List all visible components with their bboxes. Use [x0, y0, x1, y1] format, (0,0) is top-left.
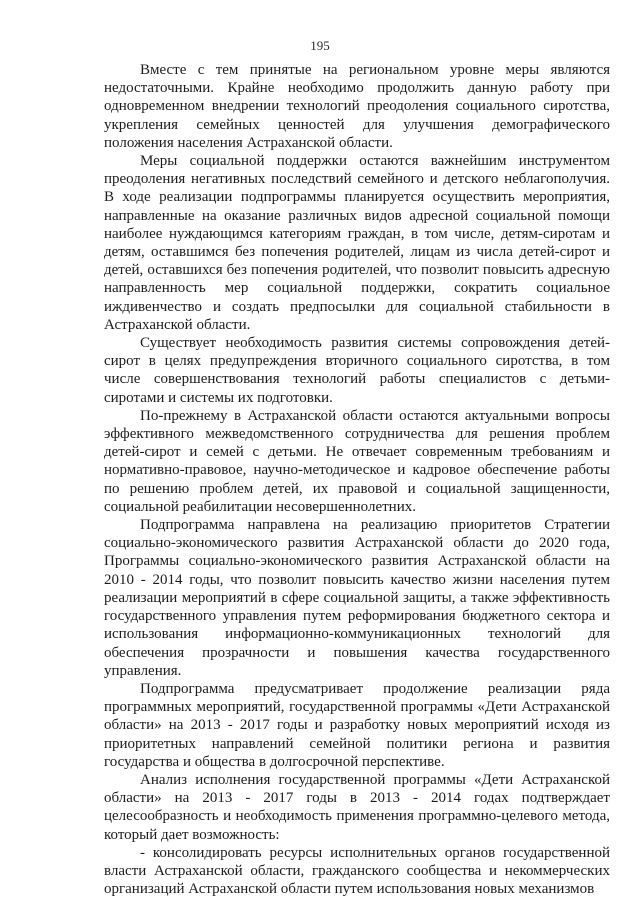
- paragraph: Меры социальной поддержки остаются важнейшим инструментом преодоления негативных последствий семейного и детского неблагополучия. В ходе реализации подпрограммы планируется осуществить мероприятия, направленные на оказание различных видов адресной социальной помощи наиболее нуждающимся категориям граждан, в том числе, детям-сиротам и детям, оставшимся без попечения родителей, лицам из числа детей-сирот и детей, оставшихся без попечения родителей, что позволит повысить адресную направленность мер социальной поддержки, сократить социальное иждивенчество и создать предпосылки для социальной стабильности в Астраханской области.: [104, 153, 610, 333]
- paragraph: Анализ исполнения государственной программы «Дети Астраханской области» на 2013 - 2017 годы в 2013 - 2014 годах подтверждает целесообразность и необходимость применения программно-целевого метода, который дает возможность:: [104, 771, 610, 843]
- paragraph: - консолидировать ресурсы исполнительных органов государственной власти Астраханской области, гражданского сообщества и некоммерческих организаций Астраханской области путем использования новых механизмов: [104, 844, 610, 898]
- paragraph: Вместе с тем принятые на региональном уровне меры являются недостаточными. Крайне необходимо продолжить данную работу при одновременном внедрении технологий преодоления социального сиротства, укрепления семейных ценностей для улучшения демографического положения населения Астраханской области.: [104, 62, 610, 151]
- paragraph: Подпрограмма предусматривает продолжение реализации ряда программных мероприятий, государственной программы «Дети Астраханской области» на 2013 - 2017 годы и разработку новых мероприятий исходя из приоритетных направлений семейной политики региона и развития государства и общества в долгосрочной перспективе.: [104, 680, 610, 770]
- page-number: 195: [310, 38, 330, 53]
- paragraph: По-прежнему в Астраханской области остаются актуальными вопросы эффективного межведомственного сотрудничества для решения проблем детей-сирот и семей с детьми. Не отвечает современным требованиям и нормативно-правовое, научно-методическое и кадровое обеспечение работы по решению проблем детей, их правовой и социальной защищенности, социальной реабилитации несовершеннолетних.: [104, 407, 610, 515]
- paragraph: Подпрограмма направлена на реализацию приоритетов Стратегии социально-экономического развития Астраханской области до 2020 года, Программы социально-экономического развития Астраханской области на 2010 - 2014 годы, что позволит повысить качество жизни населения путем реализации мероприятий в сфере социальной защиты, а также эффективность государственного управления путем реформирования бюджетного сектора и использования информационно-коммуникационных технологий для обеспечения прозрачности и повышения качества государственного управления.: [104, 517, 610, 679]
- body-text: [104, 61, 610, 898]
- paragraph: Существует необходимость развития системы сопровождения детей-сирот в целях предупреждения вторичного социального сиротства, в том числе совершенствования технологий работы специалистов с детьми-сиротами и системы их подготовки.: [104, 335, 610, 406]
